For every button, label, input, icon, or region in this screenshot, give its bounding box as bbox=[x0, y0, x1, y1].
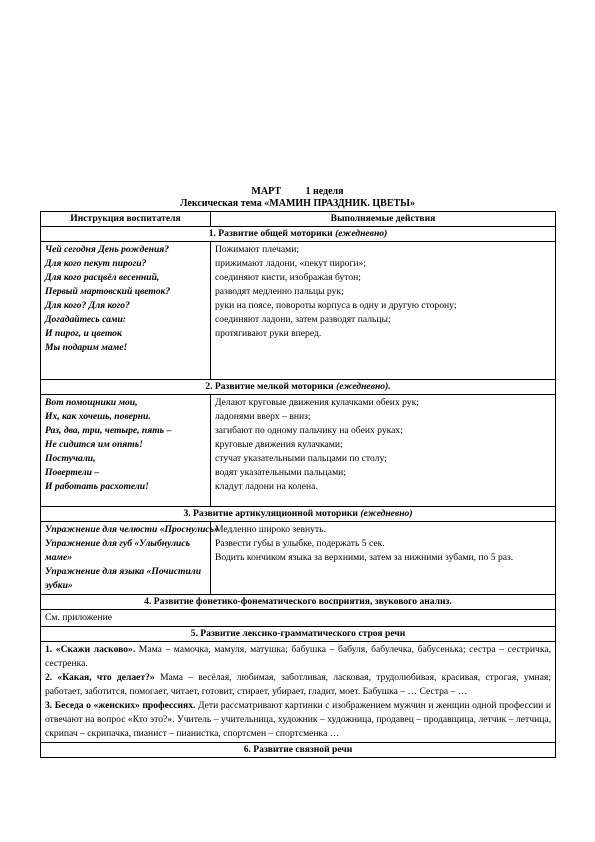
section5-paragraph-1: 1. «Скажи ласково». Мама – мамочка, мамуля, матушка; бабушка – бабуля, бабулечка, бабусенька; сестра – сестричка, сестренка. bbox=[45, 644, 551, 669]
section4-text: См. приложение bbox=[41, 610, 556, 627]
section2-right: Делают круговые движения кулачками обеих рук; ладонями вверх – вниз; загибают по одному пальчику на обеих руках; круговые движения кулачками; стучат указательными пальцами по столу; водят указательными пальцами; кладут ладони на колена. bbox=[211, 395, 556, 507]
lesson-table bbox=[40, 211, 556, 758]
section2-title-row bbox=[41, 380, 556, 395]
section3-title: 3. Развитие артикуляционной моторики (ежедневно) bbox=[41, 507, 556, 522]
section4-title: 4. Развитие фонетико-фонематического восприятия, звукового анализ. bbox=[41, 595, 556, 610]
section2-title: 2. Развитие мелкой моторики (ежедневно). bbox=[41, 380, 556, 395]
header-week: 1 неделя bbox=[305, 186, 344, 197]
section2-body-row bbox=[41, 395, 556, 507]
header-month-week bbox=[0, 186, 595, 197]
section1-title-row bbox=[41, 227, 556, 242]
section6-title-row bbox=[41, 743, 556, 758]
section5-body-row bbox=[41, 642, 556, 743]
section2-left: Вот помощники мои, Их, как хочешь, поверни. Раз, два, три, четыре, пять – Не сидится им опять! Постучали, Повертели – И работать расхотели! bbox=[41, 395, 211, 507]
section3-right: Медленно широко зевнуть. Развести губы в улыбке, подержать 5 сек. Водить кончиком языка за верхними, затем за нижними зубами, по 5 раз. bbox=[211, 522, 556, 595]
section1-right: Пожимают плечами; прижимают ладони, «пекут пироги»; соединяют кисти, изображая бутон; разводят медленно пальцы рук; руки на поясе, повороты корпуса в одну и другую сторону; соединяют ладони, затем разводят пальцы; протягивают руки вперед. bbox=[211, 242, 556, 380]
section5-paragraph-2: 2. «Какая, что делает?» Мама – весёлая, любимая, заботливая, ласковая, трудолюбивая, красивая, строгая, умная; работает, заботится, помогает, читает, готовит, стирает, убирает, гладит, моет. Бабушка – … Сестра – … bbox=[45, 672, 552, 697]
section1-title: 1. Развитие общей моторики (ежедневно) bbox=[41, 227, 556, 242]
section1-left: Чей сегодня День рождения? Для кого пекут пироги? Для кого расцвёл весенний, Первый мартовский цветок? Для кого? Для кого? Догадайтесь сами: И пирог, и цветок Мы подарим маме! bbox=[41, 242, 211, 380]
section3-body-row bbox=[41, 522, 556, 595]
section6-title: 6. Развитие связной речи bbox=[41, 743, 556, 758]
section5-body bbox=[41, 642, 556, 743]
section3-title-row bbox=[41, 507, 556, 522]
section3-left: Упражнение для челюсти «Проснулись» Упражнение для губ «Улыбнулись маме» Упражнение для языка «Почистили зубки» bbox=[41, 522, 211, 595]
section5-title-row bbox=[41, 627, 556, 642]
table-head-row bbox=[41, 212, 556, 227]
col1-header: Инструкция воспитателя bbox=[41, 212, 211, 227]
section5-title: 5. Развитие лексико-грамматического строя речи bbox=[41, 627, 556, 642]
section4-body-row bbox=[41, 610, 556, 627]
section5-paragraph-3: 3. Беседа о «женских» профессиях. Дети рассматривают картинки с изображением мужчин и женщин одной профессии и отвечают на вопрос «Кто это?». Учитель – учительница, художник – художница, продавец – продавщица, летчик – летчица, скрипач – скрипачка, пианист – пианистка, спортсмен – спортсменка … bbox=[45, 700, 551, 739]
header-theme: Лексическая тема «МАМИН ПРАЗДНИК. ЦВЕТЫ» bbox=[180, 198, 415, 209]
header-month: МАРТ bbox=[251, 186, 281, 197]
col2-header: Выполняемые действия bbox=[211, 212, 556, 227]
section1-body-row bbox=[41, 242, 556, 380]
section4-title-row bbox=[41, 595, 556, 610]
